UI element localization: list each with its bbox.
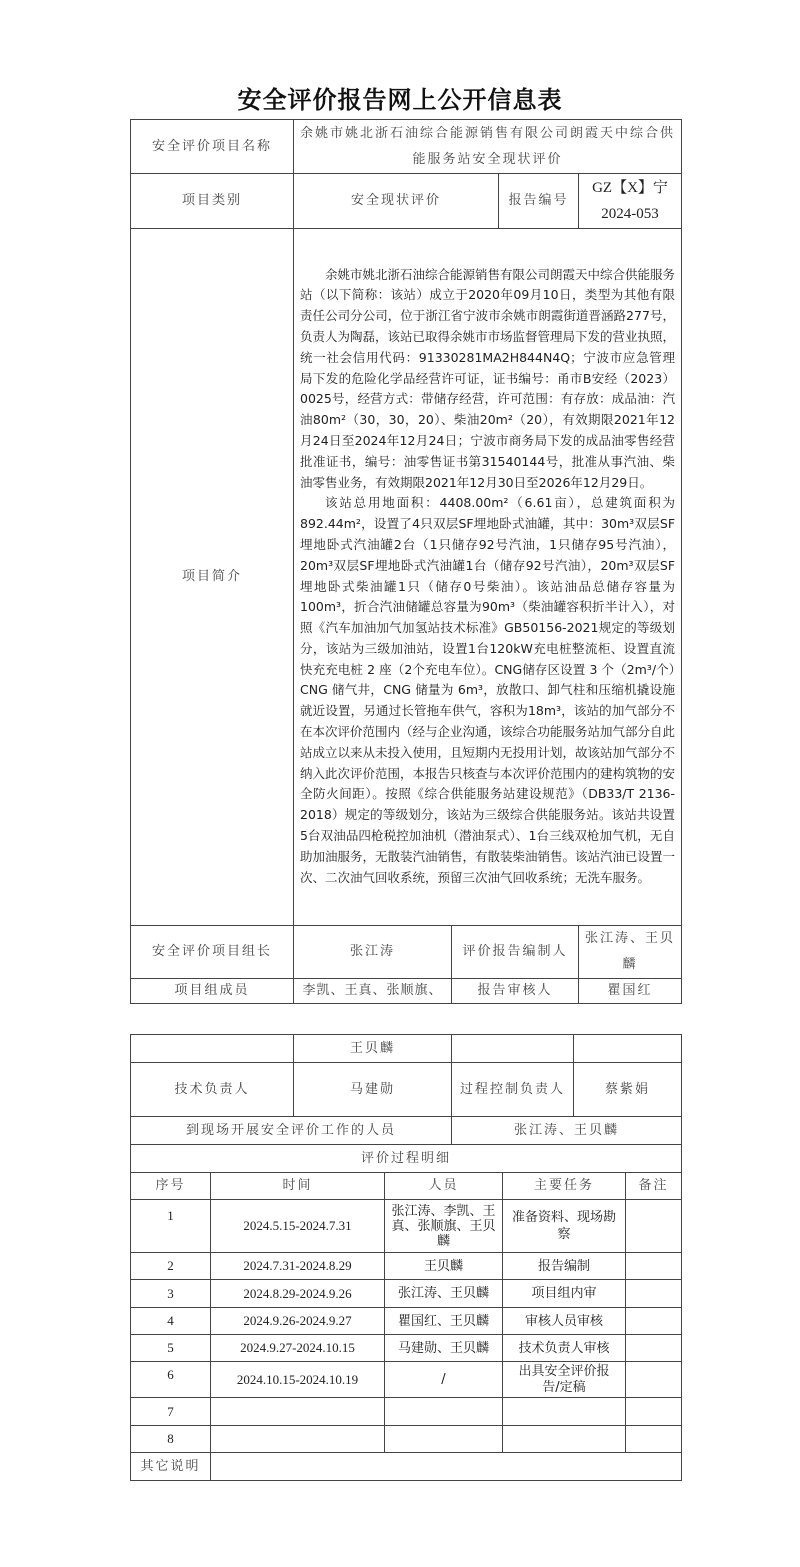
row-task (503, 1426, 626, 1453)
table-row (131, 1335, 682, 1362)
intro-paragraph-1: 余姚市姚北浙石油综合能源销售有限公司朗霞天中综合供能服务站（以下简称：该站）成立于2020年09月10日，类型为其他有限责任公司分公司，位于浙江省宁波市余姚市朗霞街道晋涵路277号，负责人为陶磊，该站已取得余姚市市场监督管理局下发的营业执照，统一社会信用代码：91330281MA2H844N4Q；宁波市应急管理局下发的危险化学品经营许可证，证书编号：甬市B安经（2023）0025号，经营方式：带储存经营，许可范围：有存放：成品油：汽油80m²（30，30，20）、柴油20m²（20），有效期限2021年12月24日至2024年12月24日；宁波市商务局下发的成品油零售经营批准证书，编号：油零售证书第31540144号，批准从事汽油、柴油零售业务，有效期限2021年12月30日至2026年12月29日。 (300, 266, 676, 490)
header-task: 主要任务 (503, 1173, 626, 1200)
row-no: 2 (131, 1253, 211, 1280)
onsite-row (131, 1117, 682, 1145)
table-row (131, 1253, 682, 1280)
intro-paragraph-2: 该站总用地面积：4408.00m²（6.61亩），总建筑面积为892.44m²，设置了4只双层SF埋地卧式油罐，其中：30m³双层SF埋地卧式汽油罐2台（1只储存92号汽油，1只储存95号汽油），20m³双层SF埋地卧式汽油罐1台（储存92号汽油），20m³双层SF埋地卧式柴油罐1只（储存0号柴油）。该站油品总储存容量为100m³，折合汽油储罐总容量为90m³（柴油罐容积折半计入），对照《汽车加油加气加氢站技术标准》GB50156-2021规定的等级划分，该站为三级加油站，设置1台120kW充电桩整流柜、设置直流快充充电桩 2 座（2个充电车位）。CNG储存区设置 3 个（2m³/个）CNG 储气井，CNG 储量为 6m³，放散口、卸气柱和压缩机撬设施就近设置，另通过长管拖车供气，容积为18m³，该站的加气部分不在本次评价范围内（经与企业沟通，该综合功能服务站加气部分自此站成立以来从未投入使用，且短期内无投用计划，故该站加气部分不纳入此次评价范围，本报告只核查与本次评价范围内的建构筑物的安全防火间距）。按照《综合供能服务站建设规范》（DB33/T 2136-2018）规定的等级划分，该站为三级综合供能服务站。该站共设置5台双油品四枪税控加油机（潜油泵式）、1台三线双枪加气机，无自助加油服务，无散装汽油销售，有散装柴油销售。该站汽油已设置一次、二次油气回收系统，预留三次油气回收系统；无洗车服务。 (300, 495, 676, 885)
reviewer-value: 瞿国红 (579, 979, 682, 1004)
other-notes-label: 其它说明 (131, 1453, 211, 1481)
project-category-row (131, 174, 682, 229)
row-time: 2024.10.15-2024.10.19 (211, 1362, 385, 1398)
row-time: 2024.9.26-2024.9.27 (211, 1308, 385, 1335)
row-task: 审核人员审核 (503, 1308, 626, 1335)
header-note: 备注 (626, 1173, 682, 1200)
header-people: 人员 (385, 1173, 503, 1200)
process-header-row (131, 1173, 682, 1200)
report-no-label: 报告编号 (499, 174, 579, 229)
row-task: 出具安全评价报告/定稿 (503, 1362, 626, 1398)
reviewer-label: 报告审核人 (452, 979, 579, 1004)
row-no: 5 (131, 1335, 211, 1362)
row-time: 2024.8.29-2024.9.26 (211, 1280, 385, 1308)
onsite-label: 到现场开展安全评价工作的人员 (131, 1117, 452, 1145)
row-note (626, 1308, 682, 1335)
reviewer-value-continued (574, 1035, 682, 1063)
report-no-value (579, 174, 682, 229)
compiler-label: 评价报告编制人 (452, 926, 579, 979)
row-people: 瞿国红、王贝麟 (385, 1308, 503, 1335)
row-time: 2024.9.27-2024.10.15 (211, 1335, 385, 1362)
row-task: 准备资料、现场勘察 (503, 1200, 626, 1253)
members-value-part1: 李凯、王真、张顺旗、 (294, 979, 452, 1004)
members-label: 项目组成员 (131, 979, 294, 1004)
members-label-continued (131, 1035, 294, 1063)
row-note (626, 1335, 682, 1362)
row-people: 张江涛、王贝麟 (385, 1280, 503, 1308)
row-time (211, 1398, 385, 1426)
project-name-row (131, 120, 682, 174)
row-note (626, 1280, 682, 1308)
report-no-line1: GZ【X】宁 (592, 180, 668, 196)
project-category-value: 安全现状评价 (294, 174, 499, 229)
row-no: 6 (131, 1362, 211, 1398)
reviewer-label-continued (452, 1035, 574, 1063)
row-note (626, 1426, 682, 1453)
row-no: 1 (131, 1200, 211, 1253)
row-people: 马建勋、王贝麟 (385, 1335, 503, 1362)
members-value-part2: 王贝麟 (294, 1035, 452, 1063)
project-name-label: 安全评价项目名称 (131, 120, 294, 174)
project-category-label: 项目类别 (131, 174, 294, 229)
row-note (626, 1362, 682, 1398)
leader-row (131, 926, 682, 979)
row-task (503, 1398, 626, 1426)
row-people: 张江涛、李凯、王真、张顺旗、王贝麟 (385, 1200, 503, 1253)
row-task: 项目组内审 (503, 1280, 626, 1308)
project-name-value: 余姚市姚北浙石油综合能源销售有限公司朗霞天中综合供能服务站安全现状评价 (294, 120, 682, 174)
report-no-line2: 2024-053 (601, 206, 659, 222)
row-time: 2024.7.31-2024.8.29 (211, 1253, 385, 1280)
tech-lead-value: 马建勋 (294, 1063, 452, 1117)
row-no: 8 (131, 1426, 211, 1453)
table-row (131, 1426, 682, 1453)
members-row (131, 979, 682, 1004)
project-intro-text (294, 229, 682, 926)
info-table-part2 (130, 1034, 682, 1173)
row-note (626, 1200, 682, 1253)
row-people (385, 1398, 503, 1426)
process-table (130, 1172, 682, 1481)
process-ctrl-value: 蔡紫娟 (574, 1063, 682, 1117)
onsite-value: 张江涛、王贝麟 (452, 1117, 682, 1145)
process-section-title: 评价过程明细 (131, 1145, 682, 1173)
row-people: / (385, 1362, 503, 1398)
row-time (211, 1426, 385, 1453)
compiler-value: 张江涛、王贝麟 (579, 926, 682, 979)
table-row (131, 1308, 682, 1335)
tech-lead-label: 技术负责人 (131, 1063, 294, 1117)
other-notes-row (131, 1453, 682, 1481)
table-row (131, 1398, 682, 1426)
leader-value: 张江涛 (294, 926, 452, 979)
row-people: 王贝麟 (385, 1253, 503, 1280)
members-continued-row (131, 1035, 682, 1063)
row-no: 7 (131, 1398, 211, 1426)
row-note (626, 1398, 682, 1426)
row-people (385, 1426, 503, 1453)
page-title: 安全评价报告网上公开信息表 (237, 85, 563, 114)
process-ctrl-label: 过程控制负责人 (452, 1063, 574, 1117)
header-no: 序号 (131, 1173, 211, 1200)
header-time: 时间 (211, 1173, 385, 1200)
table-row (131, 1200, 682, 1253)
leader-label: 安全评价项目组长 (131, 926, 294, 979)
row-no: 4 (131, 1308, 211, 1335)
process-title-row (131, 1145, 682, 1173)
table-row (131, 1362, 682, 1398)
row-task: 技术负责人审核 (503, 1335, 626, 1362)
row-note (626, 1253, 682, 1280)
project-intro-label: 项目简介 (131, 229, 294, 926)
table-row (131, 1280, 682, 1308)
row-no: 3 (131, 1280, 211, 1308)
info-table-part1 (130, 119, 682, 1004)
row-time: 2024.5.15-2024.7.31 (211, 1200, 385, 1253)
tech-lead-row (131, 1063, 682, 1117)
row-task: 报告编制 (503, 1253, 626, 1280)
other-notes-value (211, 1453, 682, 1481)
project-intro-row (131, 229, 682, 926)
